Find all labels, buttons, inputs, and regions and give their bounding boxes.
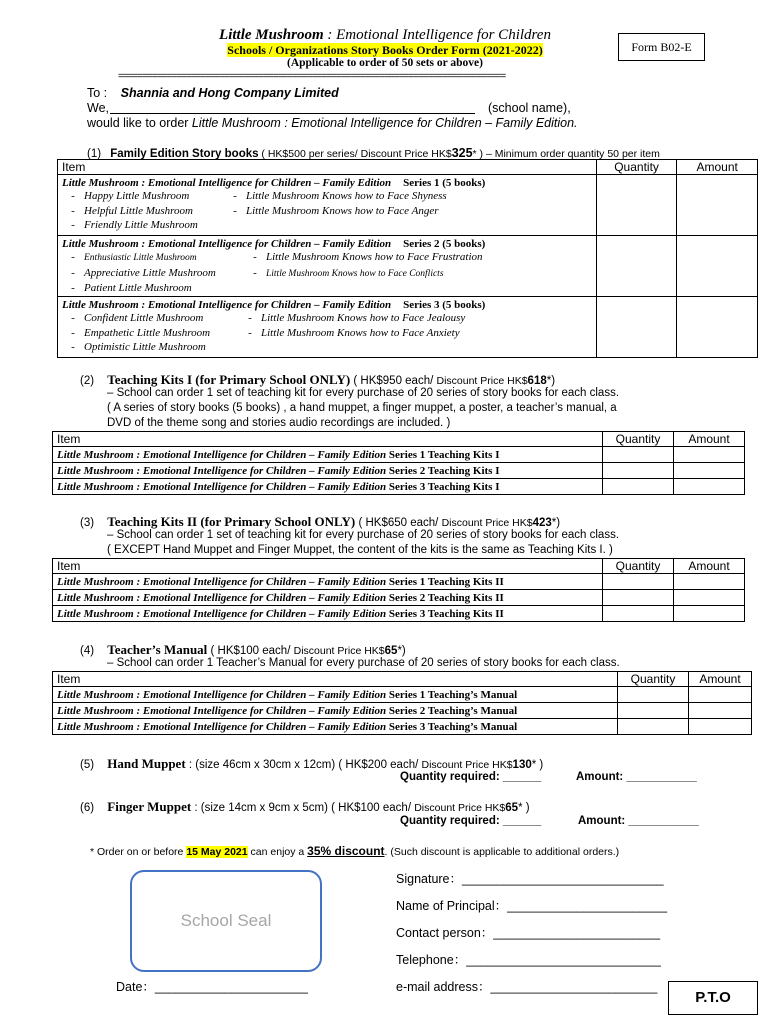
section-3-price-a: ( HK$650 each/ — [355, 517, 442, 529]
table-row — [53, 606, 745, 622]
to-label: To : — [87, 86, 108, 100]
section-2-title: Teaching Kits I (for Primary School ONLY) — [107, 372, 351, 387]
book-line: - Optimistic Little Mushroom — [71, 341, 206, 353]
table-row — [58, 175, 758, 236]
section-2-desc-3: DVD of the theme song and stories audio recordings are included. ) — [107, 417, 451, 429]
book-title: Little Mushroom Knows how to Face Anger — [246, 204, 439, 217]
amount-cell[interactable] — [677, 236, 758, 297]
row-italic: Little Mushroom : Emotional Intelligence for Children – Family Edition — [57, 607, 387, 620]
section-5-price-small: Discount Price HK$ — [421, 759, 513, 771]
subtitle-text: Schools / Organizations Story Books Order Form (2021-2022) — [227, 43, 543, 57]
order-prefix: would like to order — [87, 116, 192, 130]
telephone-field[interactable]: Telephone：____________________________ — [396, 953, 661, 967]
contact-person-field[interactable]: Contact person：________________________ — [396, 926, 661, 940]
section-6-title: Finger Muppet — [107, 799, 192, 814]
section-2-desc-1: – School can order 1 set of teaching kit for every purchase of 20 series of story books for each class. — [107, 387, 620, 399]
table-header-row — [53, 559, 745, 574]
section-2-price-b: *) — [546, 375, 556, 387]
manual-item — [53, 719, 618, 735]
discount-mid: can enjoy a — [247, 846, 308, 858]
section-6-num: (6) — [80, 802, 95, 814]
section-3-desc-2: ( EXCEPT Hand Muppet and Finger Muppet, the content of the kits is the same as Teaching Kits I. ) — [107, 544, 613, 556]
story-books-table — [57, 159, 758, 358]
section-5-heading — [80, 756, 543, 772]
order-line — [87, 116, 578, 130]
form-code-box: Form B02-E — [618, 33, 705, 61]
table-row — [53, 687, 752, 703]
section-3-heading — [80, 514, 560, 530]
amount-cell[interactable] — [674, 606, 745, 622]
title-brand: Little Mushroom — [219, 27, 324, 43]
date-field[interactable]: Date：______________________ — [116, 980, 308, 994]
section-3-price-small: Discount Price HK$ — [441, 517, 533, 529]
col-item: Item — [53, 559, 603, 574]
discount-note — [90, 844, 619, 858]
section-4-price-small: Discount Price HK$ — [293, 645, 385, 657]
section-4-desc-1: – School can order 1 Teacher’s Manual for every purchase of 20 series of story books for each class. — [107, 657, 620, 669]
section-5-price: 130 — [512, 759, 532, 771]
table-row — [58, 236, 758, 297]
section-4-title: Teacher’s Manual — [107, 642, 208, 657]
quantity-cell[interactable] — [618, 719, 689, 735]
section-1-num: (1) — [87, 148, 102, 160]
amount-cell[interactable] — [689, 719, 752, 735]
section-1-heading — [87, 146, 660, 160]
series-3-head — [62, 299, 592, 311]
section-4-heading — [80, 642, 406, 658]
row-italic: Little Mushroom : Emotional Intelligence for Children – Family Edition — [57, 575, 387, 588]
section-4-price: 65 — [384, 645, 398, 657]
table-row — [53, 463, 745, 479]
kits-1-table — [52, 431, 745, 495]
series-1-head-label: Series 1 (5 books) — [403, 177, 486, 189]
section-1-price-b: * ) – Minimum order quantity 50 per item — [472, 148, 660, 160]
table-row — [53, 590, 745, 606]
amount-cell[interactable] — [677, 175, 758, 236]
manual-item — [53, 703, 618, 719]
col-quantity: Quantity — [603, 432, 674, 447]
quantity-cell[interactable] — [603, 479, 674, 495]
kits-1-item — [53, 479, 603, 495]
manual-table — [52, 671, 752, 735]
table-row — [58, 297, 758, 358]
series-1-head — [62, 177, 592, 189]
row-series: Series 3 Teaching’s Manual — [386, 720, 518, 733]
section-5-amount[interactable]: Amount: ___________ — [576, 771, 697, 783]
section-3-price-b: *) — [551, 517, 561, 529]
col-quantity: Quantity — [596, 160, 677, 175]
table-row — [53, 574, 745, 590]
book-line: - Appreciative Little Mushroom - Little Mushroom Knows how to Face Conflicts — [71, 266, 444, 279]
amount-cell[interactable] — [674, 574, 745, 590]
kits-2-item — [53, 606, 603, 622]
email-field[interactable]: e-mail address：________________________ — [396, 980, 658, 994]
pto-box: P.T.O — [668, 981, 758, 1015]
series-2-cell — [58, 236, 597, 297]
col-amount: Amount — [689, 672, 752, 687]
discount-prefix: * Order on or before — [90, 846, 187, 858]
quantity-cell[interactable] — [618, 703, 689, 719]
section-3-num: (3) — [80, 517, 95, 529]
section-3-price: 423 — [532, 517, 552, 529]
row-series: Series 1 Teaching Kits I — [386, 448, 500, 461]
row-italic: Little Mushroom : Emotional Intelligence for Children – Family Edition — [57, 480, 387, 493]
series-2-head-label: Series 2 (5 books) — [403, 238, 486, 250]
amount-cell[interactable] — [674, 447, 745, 463]
quantity-cell[interactable] — [603, 590, 674, 606]
section-3-desc-1: – School can order 1 set of teaching kit for every purchase of 20 series of story books for each class. — [107, 529, 620, 541]
kits-1-item — [53, 447, 603, 463]
row-italic: Little Mushroom : Emotional Intelligence for Children – Family Edition — [57, 704, 387, 717]
table-row — [53, 479, 745, 495]
row-series: Series 3 Teaching Kits II — [386, 607, 504, 620]
section-1-price: 325 — [451, 146, 473, 160]
section-5-num: (5) — [80, 759, 95, 771]
book-line: - Friendly Little Mushroom — [71, 219, 198, 231]
book-line: - Happy Little Mushroom - Little Mushroom Knows how to Face Shyness — [71, 190, 447, 202]
separator-line: ================================================================================ — [118, 71, 506, 82]
col-item: Item — [53, 672, 618, 687]
book-title: Little Mushroom Knows how to Face Frustration — [266, 251, 483, 263]
section-1-title: Family Edition Story books — [110, 148, 259, 160]
series-1-cell — [58, 175, 597, 236]
table-header-row — [53, 432, 745, 447]
book-line: - Enthusiastic Little Mushroom - Little Mushroom Knows how to Face Frustration — [62, 250, 592, 266]
quantity-cell[interactable] — [596, 236, 677, 297]
book-title: Happy Little Mushroom — [84, 190, 190, 202]
to-company: Shannia and Hong Company Limited — [120, 86, 339, 100]
section-6-desc: : (size 14cm x 9cm x 5cm) ( HK$100 each/ — [191, 802, 415, 814]
kits-1-item — [53, 463, 603, 479]
col-amount: Amount — [674, 559, 745, 574]
col-amount: Amount — [674, 432, 745, 447]
section-2-price: 618 — [527, 375, 547, 387]
discount-percent: 35% discount — [307, 844, 385, 858]
discount-suffix: . (Such discount is applicable to additional orders.) — [384, 846, 620, 858]
section-6-quantity[interactable]: Quantity required: ______ — [400, 815, 542, 827]
series-1-head-italic: Little Mushroom : Emotional Intelligence for Children – Family Edition — [62, 177, 392, 189]
kits-2-table — [52, 558, 745, 622]
series-3-cell — [58, 297, 597, 358]
section-3-title: Teaching Kits II (for Primary School ONLY) — [107, 514, 356, 529]
quantity-cell[interactable] — [596, 297, 677, 358]
row-italic: Little Mushroom : Emotional Intelligence for Children – Family Edition — [57, 591, 387, 604]
section-2-num: (2) — [80, 375, 95, 387]
book-title: Friendly Little Mushroom — [84, 219, 198, 231]
series-2-head-italic: Little Mushroom : Emotional Intelligence for Children – Family Edition — [62, 238, 392, 250]
row-italic: Little Mushroom : Emotional Intelligence for Children – Family Edition — [57, 720, 387, 733]
col-amount: Amount — [677, 160, 758, 175]
table-row — [53, 719, 752, 735]
series-3-head-label: Series 3 (5 books) — [403, 299, 486, 311]
section-6-heading — [80, 799, 530, 815]
principal-field[interactable]: Name of Principal：_______________________ — [396, 899, 668, 913]
kits-2-item — [53, 574, 603, 590]
book-line: - Helpful Little Mushroom - Little Mushroom Knows how to Face Anger — [71, 204, 439, 217]
title-rest: : Emotional Intelligence for Children — [323, 27, 551, 43]
school-name-suffix: (school name), — [488, 101, 571, 115]
section-5-price-b: * ) — [531, 759, 544, 771]
book-title: Enthusiastic Little Mushroom — [84, 253, 197, 263]
school-name-field[interactable] — [110, 113, 475, 114]
section-1-price-a: ( HK$500 per series/ Discount Price HK$ — [258, 148, 452, 160]
to-line — [87, 86, 339, 100]
row-italic: Little Mushroom : Emotional Intelligence for Children – Family Edition — [57, 464, 387, 477]
series-2-head — [62, 238, 592, 250]
book-title: Patient Little Mushroom — [84, 282, 192, 294]
section-2-heading — [80, 372, 555, 388]
section-2-price-a: ( HK$950 each/ — [350, 375, 437, 387]
amount-cell[interactable] — [674, 463, 745, 479]
table-row — [53, 703, 752, 719]
book-line: - Patient Little Mushroom — [71, 282, 192, 294]
quantity-cell[interactable] — [603, 574, 674, 590]
amount-cell[interactable] — [689, 703, 752, 719]
section-6-amount[interactable]: Amount: ___________ — [578, 815, 699, 827]
row-series: Series 1 Teaching’s Manual — [386, 688, 518, 701]
table-header-row — [58, 160, 758, 175]
section-6-price: 65 — [505, 802, 519, 814]
book-title: Little Mushroom Knows how to Face Anxiety — [261, 326, 460, 339]
we-label: We, — [87, 101, 109, 115]
row-series: Series 2 Teaching’s Manual — [386, 704, 518, 717]
section-5-quantity[interactable]: Quantity required: ______ — [400, 771, 542, 783]
amount-cell[interactable] — [677, 297, 758, 358]
quantity-cell[interactable] — [603, 606, 674, 622]
col-item: Item — [58, 160, 597, 175]
book-title: Little Mushroom Knows how to Face Conflicts — [266, 268, 444, 279]
amount-cell[interactable] — [674, 590, 745, 606]
quantity-cell[interactable] — [618, 687, 689, 703]
row-series: Series 3 Teaching Kits I — [386, 480, 500, 493]
book-title: Empathetic Little Mushroom — [84, 326, 211, 339]
amount-cell[interactable] — [674, 479, 745, 495]
col-item: Item — [53, 432, 603, 447]
section-5-desc: : (size 46cm x 30cm x 12cm) ( HK$200 each/ — [185, 759, 422, 771]
section-2-desc-2: ( A series of story books (5 books) , a hand muppet, a finger muppet, a poster, a teacher’s manual, a — [107, 402, 617, 414]
book-line: - Confident Little Mushroom - Little Mushroom Knows how to Face Jealousy — [71, 312, 466, 324]
row-series: Series 2 Teaching Kits II — [386, 591, 504, 604]
signature-field[interactable]: Signature：_____________________________ — [396, 872, 664, 886]
kits-2-item — [53, 590, 603, 606]
order-italic: Little Mushroom : Emotional Intelligence for Children – Family Edition. — [191, 116, 578, 130]
table-header-row — [53, 672, 752, 687]
book-title: Optimistic Little Mushroom — [84, 341, 206, 353]
book-title: Appreciative Little Mushroom — [84, 266, 216, 279]
quantity-cell[interactable] — [603, 463, 674, 479]
col-quantity: Quantity — [618, 672, 689, 687]
book-title: Confident Little Mushroom — [84, 312, 204, 324]
row-series: Series 1 Teaching Kits II — [386, 575, 504, 588]
section-4-num: (4) — [80, 645, 95, 657]
col-quantity: Quantity — [603, 559, 674, 574]
book-title: Little Mushroom Knows how to Face Jealousy — [261, 312, 466, 324]
section-4-price-a: ( HK$100 each/ — [207, 645, 294, 657]
manual-item — [53, 687, 618, 703]
row-italic: Little Mushroom : Emotional Intelligence for Children – Family Edition — [57, 688, 387, 701]
row-italic: Little Mushroom : Emotional Intelligence for Children – Family Edition — [57, 448, 387, 461]
discount-date: 15 May 2021 — [186, 846, 248, 858]
table-row — [53, 447, 745, 463]
section-4-price-b: *) — [397, 645, 406, 657]
quantity-cell[interactable] — [596, 175, 677, 236]
applicable-note: (Applicable to order of 50 sets or above) — [286, 57, 483, 69]
book-line: - Empathetic Little Mushroom - Little Mushroom Knows how to Face Anxiety — [71, 326, 460, 339]
section-2-price-small: Discount Price HK$ — [436, 375, 528, 387]
quantity-cell[interactable] — [603, 447, 674, 463]
section-6-price-b: * ) — [518, 802, 530, 814]
series-3-head-italic: Little Mushroom : Emotional Intelligence for Children – Family Edition — [62, 299, 392, 311]
section-6-price-small: Discount Price HK$ — [414, 802, 506, 814]
section-5-title: Hand Muppet — [107, 756, 186, 771]
book-title: Helpful Little Mushroom — [84, 204, 193, 217]
book-title: Little Mushroom Knows how to Face Shyness — [246, 190, 447, 202]
row-series: Series 2 Teaching Kits I — [386, 464, 500, 477]
school-seal-box: School Seal — [130, 870, 322, 972]
amount-cell[interactable] — [689, 687, 752, 703]
